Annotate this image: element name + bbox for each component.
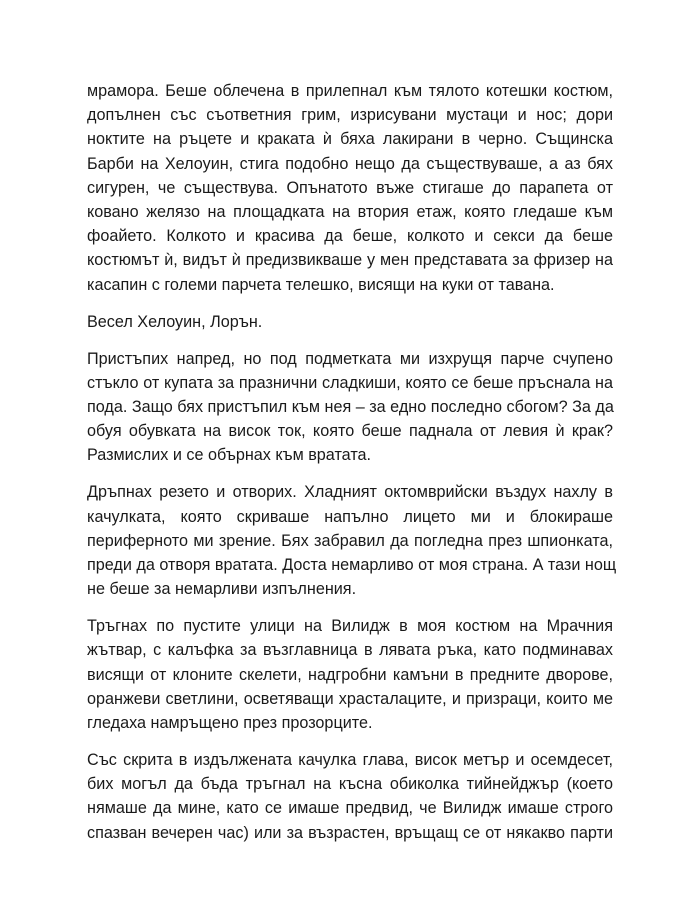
text-line: не беше за немарливи изпълнения. [87, 580, 357, 599]
text-line: касапин с големи парчета телешко, висящи на куки от тавана. [87, 275, 555, 294]
text-line: мрамора. Беше облечена в прилепнал към тялото котешки костюм, [87, 82, 613, 100]
paragraph [87, 310, 613, 334]
text-line: оранжеви светлини, осветяващи храсталаците, и призраци, които ме [87, 689, 613, 708]
text-line: нямаше да мине, като се имаше предвид, че Вилидж имаше строго [87, 799, 613, 818]
text-line: фоайето. Колкото и красива да беше, колкото и секси да беше [87, 227, 613, 246]
document-body [87, 79, 617, 858]
text-line: Размислих и се обърнах към вратата. [87, 446, 372, 465]
text-line: Весел Хелоуин, Лорън. [87, 312, 263, 331]
text-line: преди да отворя вратата. Доста немарливо от моя страна. А тази нощ [87, 556, 617, 575]
text-line: обуя обувката на висок ток, която беше паднала от левия ѝ крак? [87, 422, 613, 441]
text-line: Със скрита в издължената качулка глава, висок метър и осемдесет, [87, 751, 613, 770]
paragraph [87, 79, 613, 297]
text-line: Барби на Хелоуин, стига подобно нещо да съществуваше, а аз бях [87, 154, 613, 173]
text-line: гледаха намръщено през прозорците. [87, 714, 373, 733]
text-line: пода. Защо бях пристъпил към нея – за едно последно сбогом? За да [87, 398, 614, 417]
text-line: Тръгнах по пустите улици на Вилидж в моя костюм на Мрачния [87, 617, 613, 636]
text-line: Пристъпих напред, но под подметката ми изхрущя парче счупено [87, 349, 613, 368]
paragraph [87, 480, 617, 601]
paragraph [87, 614, 613, 735]
text-line: бих могъл да бъда тръгнал на късна обиколка тийнейджър (което [87, 775, 613, 794]
text-line: спазван вечерен час) или за възрастен, връщащ се от някакво парти [87, 823, 613, 842]
text-line: периферното ми зрение. Бях забравил да погледна през шпионката, [87, 531, 613, 550]
text-line: костюмът ѝ, видът ѝ предизвикваше у мен представата за фризер на [87, 251, 613, 270]
text-line: ковано желязо на площадката на втория етаж, която гледаше към [87, 203, 613, 222]
text-line: висящи от клоните скелети, надгробни камъни в предните дворове, [87, 665, 613, 684]
text-line: ноктите на ръцете и краката ѝ бяха лакирани в черно. Същинска [87, 130, 613, 149]
text-line: Дръпнах резето и отворих. Хладният октомврийски въздух нахлу в [87, 483, 613, 502]
paragraph [87, 748, 613, 845]
text-line: жътвар, с калъфка за възглавница в лявата ръка, като подминавах [87, 641, 613, 660]
text-line: допълнен със съответния грим, изрисувани мустаци и нос; дори [87, 106, 613, 125]
paragraph [87, 347, 613, 468]
text-line: стъкло от купата за празнични сладкиши, която се беше пръснала на [87, 373, 613, 392]
text-line: качулката, която скриваше напълно лицето ми и блокираше [87, 507, 613, 526]
text-line: сигурен, че съществува. Опънатото въже стигаше до парапета от [87, 178, 613, 197]
